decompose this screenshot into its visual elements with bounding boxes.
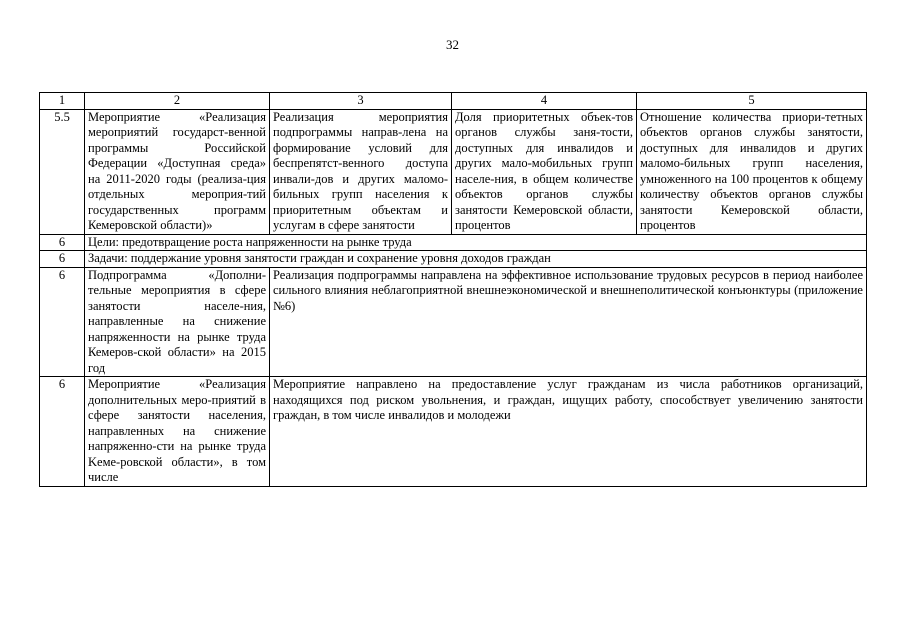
header-cell-4: 4 bbox=[452, 93, 637, 110]
indicator-method: Отношение количества приори-тетных объектов органов службы занятости, доступных для инвалидов и других маломо-бильных групп населения, умноженного на 100 процентов к общему количеству объектов органов службы занятости Кемеровской области, процентов bbox=[637, 109, 867, 234]
header-cell-2: 2 bbox=[85, 93, 270, 110]
measure-description: Реализация мероприятия подпрограммы направ-лена на формирование условий для беспрепятст-венного доступа инвали-дов и других маломо-бильных групп населения к приоритетным объектам и услугам в сфере занятости bbox=[270, 109, 452, 234]
table-row bbox=[40, 234, 867, 251]
row-number: 6 bbox=[40, 251, 85, 268]
measure-description: Мероприятие направлено на предоставление услуг гражданам из числа работников организаций, находящихся под риском увольнения, и граждан, ищущих работу, способствует увеличению занятости граждан, в том числе инвалидов и молодежи bbox=[270, 377, 867, 487]
table-row bbox=[40, 267, 867, 377]
row-number: 6 bbox=[40, 267, 85, 377]
row-number: 6 bbox=[40, 234, 85, 251]
table-row bbox=[40, 109, 867, 234]
subprogram-name: Подпрограмма «Дополни-тельные мероприятия в сфере занятости населе-ния, направленные на снижение напряженности на рынке труда Кемеров-ской области» на 2015 год bbox=[85, 267, 270, 377]
tasks-text: Задачи: поддержание уровня занятости граждан и сохранение уровня доходов граждан bbox=[85, 251, 867, 268]
program-table bbox=[39, 92, 867, 487]
page-number: 32 bbox=[446, 37, 459, 52]
header-cell-1: 1 bbox=[40, 93, 85, 110]
table-row bbox=[40, 377, 867, 487]
row-number: 5.5 bbox=[40, 109, 85, 234]
table-row bbox=[40, 251, 867, 268]
indicator-name: Доля приоритетных объек-тов органов службы заня-тости, доступных для инвалидов и других мало-мобильных групп населе-ния, в общем количестве объектов органов службы занятости Кемеровской области, процентов bbox=[452, 109, 637, 234]
header-cell-3: 3 bbox=[270, 93, 452, 110]
header-cell-5: 5 bbox=[637, 93, 867, 110]
measure-name: Мероприятие «Реализация дополнительных меро-приятий в сфере занятости населения, направленных на снижение напряженно-сти на рынке труда Keме-ровской области», в том числе bbox=[85, 377, 270, 487]
goal-text: Цели: предотвращение роста напряженности на рынке труда bbox=[85, 234, 867, 251]
row-number: 6 bbox=[40, 377, 85, 487]
table-header-row bbox=[40, 93, 867, 110]
subprogram-description: Реализация подпрограммы направлена на эффективное использование трудовых ресурсов в период наиболее сильного влияния неблагоприятной внешнеэкономической и внешнеполитической конъюнктуры (приложение №6) bbox=[270, 267, 867, 377]
measure-name: Мероприятие «Реализация мероприятий государст-венной программы Российской Федерации «Доступная среда» на 2011-2020 годы (реализа-ция отдельных мероприя-тий государственных программ Кемеровской области)» bbox=[85, 109, 270, 234]
